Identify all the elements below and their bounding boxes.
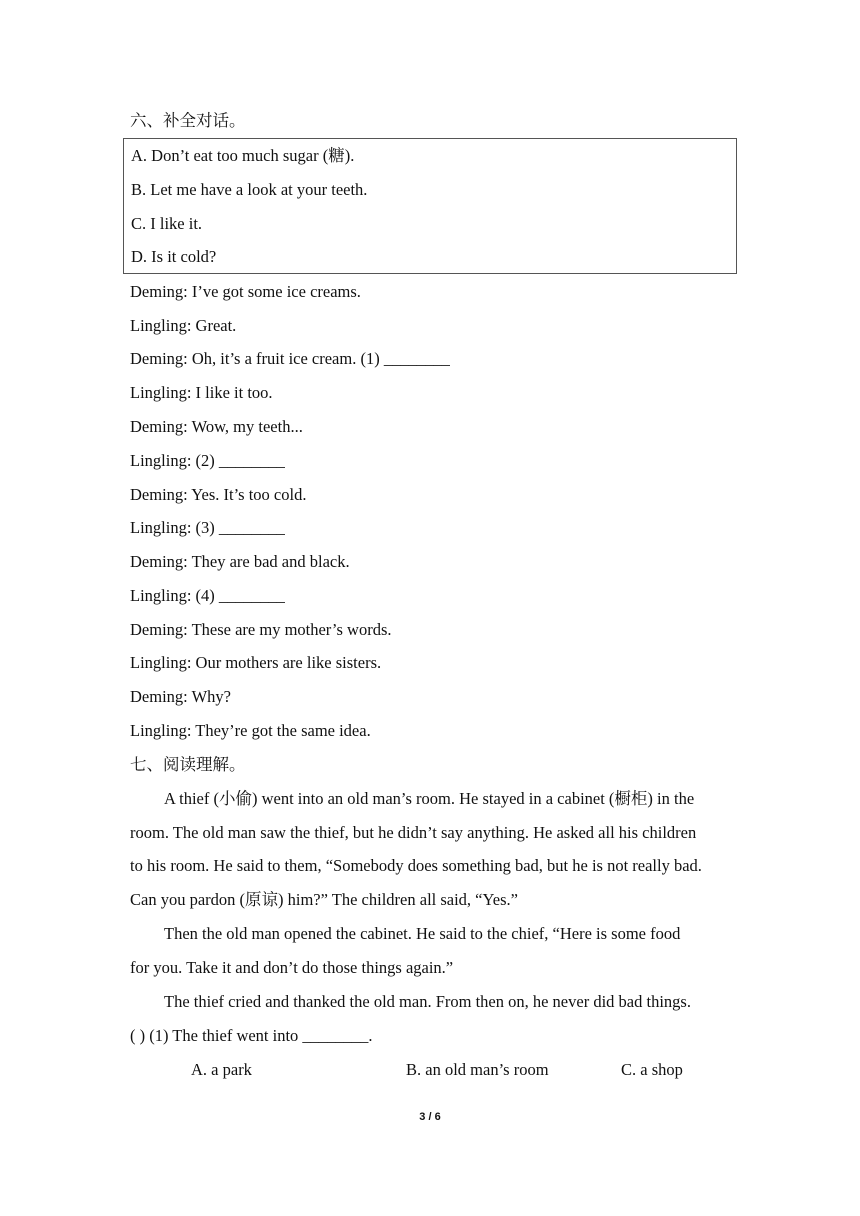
passage-line: room. The old man saw the thief, but he didn’t say anything. He asked all his children (130, 823, 697, 842)
dialogue-line: Deming: Yes. It’s too cold. (130, 485, 307, 504)
dialogue-line: Lingling: (4) ________ (130, 586, 285, 605)
section-7-heading: 七、阅读理解。 (130, 755, 246, 774)
question-1-choice-a: A. a park (191, 1060, 252, 1079)
page-number: 3 / 6 (419, 1111, 441, 1123)
dialogue-line: Deming: Oh, it’s a fruit ice cream. (1) ________ (130, 349, 450, 368)
option-c: C. I like it. (131, 214, 203, 233)
dialogue-line: Deming: I’ve got some ice creams. (130, 282, 361, 301)
option-d: D. Is it cold? (131, 247, 217, 266)
dialogue-line: Lingling: Our mothers are like sisters. (130, 653, 382, 672)
dialogue-line: Lingling: Great. (130, 316, 237, 335)
dialogue-line: Deming: Why? (130, 687, 231, 706)
passage-line: Then the old man opened the cabinet. He said to the chief, “Here is some food (164, 924, 681, 943)
passage-line: Can you pardon (原谅) him?” The children all said, “Yes.” (130, 890, 518, 909)
question-1-choice-b: B. an old man’s room (406, 1060, 549, 1079)
option-a: A. Don’t eat too much sugar (糖). (131, 146, 355, 165)
dialogue-line: Deming: These are my mother’s words. (130, 620, 392, 639)
question-1-stem: ( ) (1) The thief went into ________. (130, 1026, 373, 1045)
passage-line: to his room. He said to them, “Somebody does something bad, but he is not really bad. (130, 856, 702, 875)
section-6-heading: 六、补全对话。 (130, 111, 246, 130)
question-1-choice-c: C. a shop (621, 1060, 683, 1079)
dialogue-line: Lingling: (3) ________ (130, 518, 285, 537)
dialogue-line: Deming: Wow, my teeth... (130, 417, 303, 436)
passage-line: The thief cried and thanked the old man. From then on, he never did bad things. (164, 992, 691, 1011)
dialogue-line: Lingling: They’re got the same idea. (130, 721, 371, 740)
passage-line: for you. Take it and don’t do those things again.” (130, 958, 454, 977)
options-box (123, 138, 737, 274)
passage-line: A thief (小偷) went into an old man’s room. He stayed in a cabinet (橱柜) in the (164, 789, 695, 808)
dialogue-line: Lingling: (2) ________ (130, 451, 285, 470)
option-b: B. Let me have a look at your teeth. (131, 180, 368, 199)
dialogue-line: Lingling: I like it too. (130, 383, 273, 402)
dialogue-line: Deming: They are bad and black. (130, 552, 350, 571)
